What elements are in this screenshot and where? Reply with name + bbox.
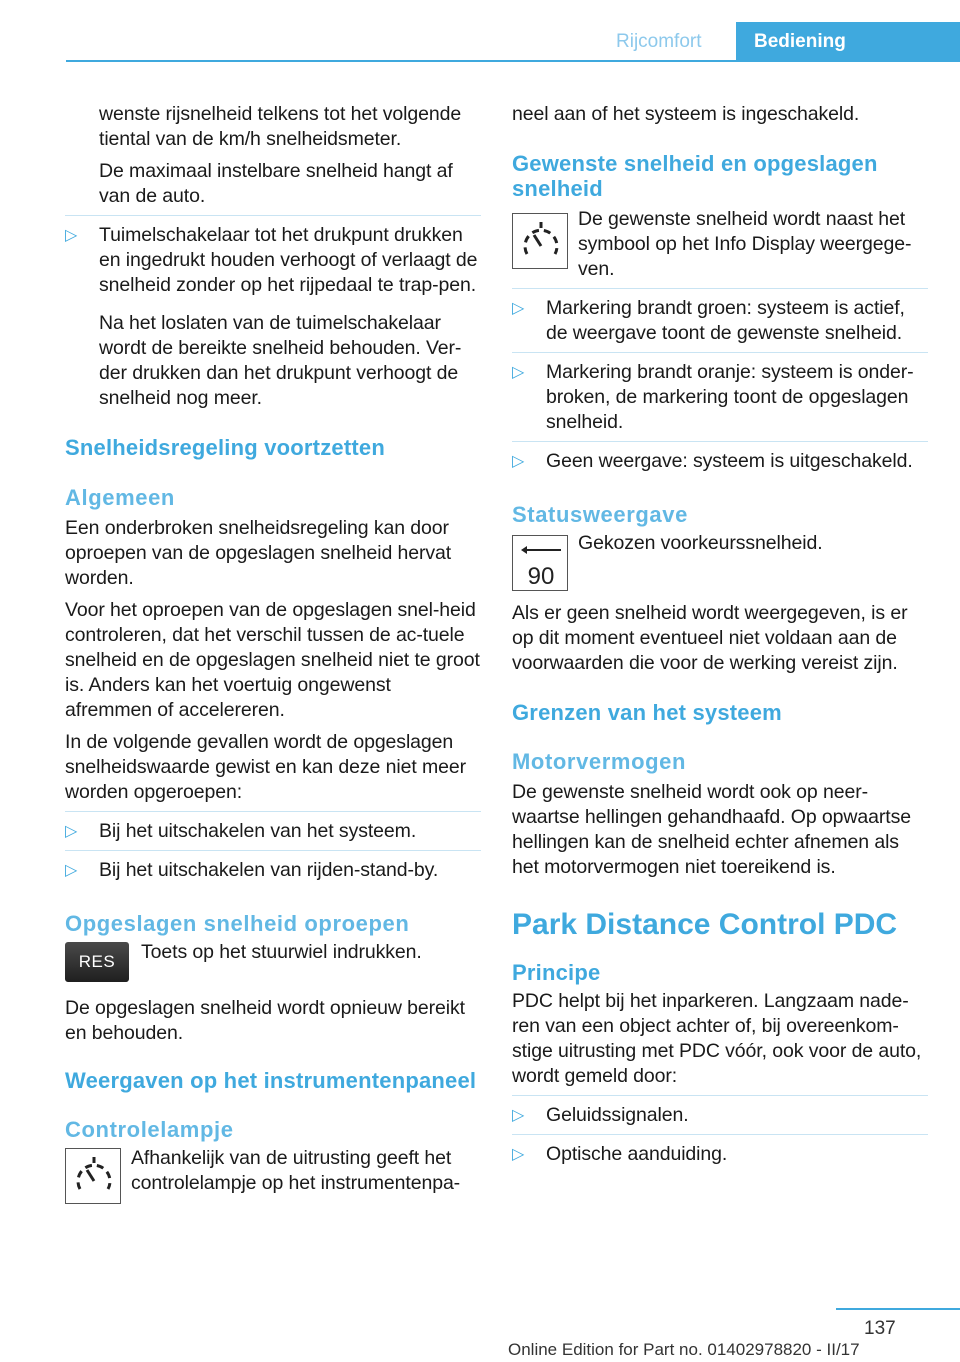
paragraph: In de volgende gevallen wordt de opgeslagen snelheidswaarde gewist en kan deze niet meer worden opgeroepen: <box>65 730 481 812</box>
edition-footer: Online Edition for Part no. 01402978820 - II/17 <box>508 1340 860 1359</box>
list-item <box>512 360 928 442</box>
bullet-triangle-icon: ▷ <box>65 227 78 244</box>
section-tab-bediening: Bediening <box>736 22 960 61</box>
list-item <box>512 1142 928 1173</box>
bullet-triangle-icon: ▷ <box>65 862 78 879</box>
desired-speed-icon <box>512 213 568 269</box>
list-item-text: Tuimelschakelaar tot het drukpunt drukken en ingedrukt houden verhoogt of verlaagt de snelheid zonder op het rijpedaal te trap-pen. <box>99 224 478 296</box>
speed-value-text: 90 <box>527 563 555 590</box>
section-tab-rijcomfort: Rijcomfort <box>616 31 702 52</box>
list-item <box>65 858 481 889</box>
res-button-icon: RES <box>65 942 129 982</box>
bullet-triangle-icon: ▷ <box>512 364 525 381</box>
res-button-row <box>65 940 481 990</box>
paragraph: Toets op het stuurwiel indrukken. <box>141 941 422 963</box>
indicator-lamp-row <box>65 1146 481 1204</box>
paragraph: De opgeslagen snelheid wordt opnieuw bereikt en behouden. <box>65 997 465 1044</box>
list-item-text: Geluidssignalen. <box>546 1104 689 1126</box>
subsection-heading: Motorvermogen <box>512 749 687 774</box>
list-item-text: Markering brandt oranje: systeem is onder-broken, de markering toont de opgeslagen snelheid. <box>546 361 914 433</box>
header-rule <box>66 60 960 62</box>
paragraph: Een onderbroken snelheidsregeling kan door oproepen van de opgeslagen snelheid hervat worden. <box>65 517 452 589</box>
page-number: 137 <box>864 1318 896 1339</box>
paragraph: De gewenste snelheid wordt ook op neer-waartse hellingen gehandhaafd. Op opwaartse hellingen kan de snelheid echter afnemen als het motorvermogen niet toereikend is. <box>512 781 911 878</box>
list-item <box>512 449 928 480</box>
subsection-heading: Opgeslagen snelheid oproepen <box>65 911 410 936</box>
section-heading: Principe <box>512 960 601 985</box>
subsection-heading: Algemeen <box>65 485 175 510</box>
list-item-text: Geen weergave: systeem is uitgeschakeld. <box>546 450 913 472</box>
cruise-control-lamp-icon <box>65 1148 121 1204</box>
bullet-triangle-icon: ▷ <box>512 300 525 317</box>
paragraph: Na het loslaten van de tuimelschakelaar wordt de bereikte snelheid behouden. Ver-der drukken dan het drukpunt verhoogt de snelheid nog meer. <box>99 312 462 409</box>
list-item-text: Optische aanduiding. <box>546 1143 728 1165</box>
status-display-row <box>512 531 928 595</box>
paragraph: Voor het oproepen van de opgeslagen snel-heid controleren, dat het verschil tussen de ac-tuele snelheid en de opgeslagen snelheid niet te groot is. Anders kan het voertuig ongewenst afremmen of accelereren. <box>65 599 480 721</box>
list-item <box>65 223 481 304</box>
paragraph: Afhankelijk van de uitrusting geeft het controlelampje op het instrumentenpa- <box>131 1147 461 1194</box>
paragraph: De gewenste snelheid wordt naast het symbool op het Info Display weergege-ven. <box>512 207 928 289</box>
list-item <box>65 819 481 851</box>
list-item-text: Bij het uitschakelen van rijden-stand-by. <box>99 859 439 881</box>
section-heading: Gewenste snelheid en opgeslagen snelheid <box>512 151 878 201</box>
paragraph: De maximaal instelbare snelheid hangt af van de auto. <box>65 159 481 216</box>
paragraph: Als er geen snelheid wordt weergegeven, is er op dit moment eventueel niet voldaan aan de voorwaarden die voor de werking vereist zijn. <box>512 602 908 674</box>
bullet-triangle-icon: ▷ <box>65 823 78 840</box>
list-item-text: Markering brandt groen: systeem is actief, de weergave toont de gewenste snelheid. <box>546 297 905 344</box>
list-item-text: Bij het uitschakelen van het systeem. <box>99 820 417 842</box>
right-column <box>512 102 928 1180</box>
subsection-heading: Controlelampje <box>65 1117 234 1142</box>
bullet-triangle-icon: ▷ <box>512 453 525 470</box>
left-column <box>65 102 481 1204</box>
page-header <box>0 0 960 62</box>
desired-speed-row <box>512 207 928 289</box>
list-item <box>512 296 928 353</box>
speed-limit-status-icon <box>512 535 568 591</box>
paragraph: PDC helpt bij het inparkeren. Langzaam nade-ren van een object achter of, bij overeenkom-stige uitrusting met PDC vóór, ook voor de auto, wordt gemeld door: <box>512 989 928 1096</box>
list-item <box>512 1103 928 1135</box>
bullet-triangle-icon: ▷ <box>512 1146 525 1163</box>
section-heading: Grenzen van het systeem <box>512 700 782 725</box>
paragraph: Gekozen voorkeurssnelheid. <box>578 532 823 554</box>
paragraph: wenste rijsnelheid telkens tot het volgende tiental van de km/h snelheidsmeter. <box>99 103 462 150</box>
chapter-heading: Park Distance Control PDC <box>512 908 898 941</box>
subsection-heading: Statusweergave <box>512 502 688 527</box>
bullet-triangle-icon: ▷ <box>512 1107 525 1124</box>
section-heading: Weergaven op het instrumentenpaneel <box>65 1068 477 1093</box>
paragraph: neel aan of het systeem is ingeschakeld. <box>512 103 860 125</box>
section-heading: Snelheidsregeling voortzetten <box>65 435 385 460</box>
footer-rule <box>836 1308 960 1310</box>
